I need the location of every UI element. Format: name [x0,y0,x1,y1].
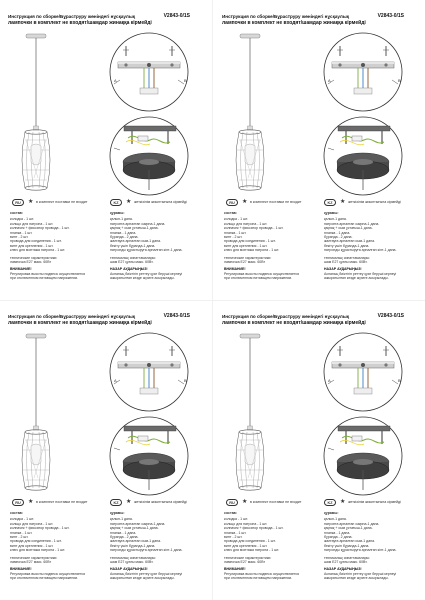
kz-contents-title: құрамы: [324,511,339,515]
star-icon: ★ [28,199,34,205]
kz-warning-line: ажыратылған кезде жүзеге асырылады. [324,276,389,281]
pendant-lamp-illustration [22,34,50,190]
assembly-figure [222,28,422,196]
ru-contents-title: состав: [224,211,237,215]
kz-item: патронды құрастыруға арналған кілт-1 дана. [324,548,397,553]
kz-language-badge: KZ [324,199,336,206]
article-number: V2843-0/1S [377,313,404,319]
kz-item: қалып-1 дана. [324,217,347,222]
kz-contents-column [324,211,420,281]
kz-item: қалып-1 дана. [110,217,133,222]
article-number: V2843-0/1S [163,13,190,19]
detail-ceiling-bracket [324,333,402,411]
ru-item: винт для крепления - 1 шт. [10,543,54,548]
assembly-figure [8,328,208,496]
ru-warning-title: ВНИМАНИЕ! [10,267,32,272]
ru-contents-title: состав: [224,511,237,515]
header-subtitle: лампочки в комплект не входят/шамдар жинаққа кірмейді [8,319,152,326]
fold-line-horizontal [0,300,425,301]
ru-legend-text: в комплект поставки не входит [36,200,88,204]
header-title: Инструкция по сборке/Бұраструру жөніндегі нұсқаулық [222,314,350,319]
kz-specs: шам E27 қуаты макс. 60Вт. [110,260,154,265]
ru-item: провода для соединения - 1 шт. [224,539,276,544]
kz-warning-line: ажыратылған кезде жүзеге асырылады. [110,276,175,281]
card-header [8,14,208,26]
kz-item: жалғауға арналған сым-1 дана. [324,239,375,244]
ru-warning-title: ВНИМАНИЕ! [224,567,246,572]
kz-item: жалғауға арналған сым-1 дана. [110,539,161,544]
kz-language-badge: KZ [324,499,336,506]
detail-canopy-wiring [110,417,188,495]
svg-text:A: A [328,78,331,83]
legend-row [8,198,208,207]
ru-specs: лампочка E27 макс. 60Вт [10,560,52,565]
ru-language-badge: RU [226,199,238,206]
kz-warning-line: Аспаның биіктігін реттеу қуат беруші кернеуі [324,271,397,276]
instruction-card-bottom-left [8,306,208,598]
ru-item: винт для крепления - 1 шт. [224,243,268,248]
detail-canopy-wiring [110,117,188,195]
svg-text:A: A [114,78,117,83]
instruction-card-top-left [8,6,208,298]
ru-item: колодка - 1 шт. [10,217,35,222]
ru-warning-line: Регулировка высоты подвеса осуществляется [10,271,86,276]
ru-item: колпачек + фиксатор провода - 1 шт. [10,226,70,231]
assembly-figure [222,328,422,496]
kz-warning-line: Аспаның биіктігін реттеу қуат беруші кернеуі [110,271,183,276]
ru-item: винт - 2 шт. [224,235,243,240]
svg-text:B: B [184,78,187,83]
legend-row [8,498,208,507]
svg-text:A: A [328,378,331,383]
kz-item: бұранда - 2 дана. [324,235,353,240]
kz-item: планка - 1 дана. [110,230,137,235]
detail-ceiling-bracket [110,333,188,411]
ru-item: провода для соединения - 1 шт. [10,239,62,244]
ru-item: винт для крепления - 1 шт. [224,543,268,548]
header-title: Инструкция по сборке/Бұраструру жөніндегі нұсқаулық [222,14,350,19]
kz-item: бұранда - 2 дана. [110,235,139,240]
star-icon: ★ [28,499,34,505]
kz-item: патронға арналған сақина-1 дана. [324,221,380,226]
kz-specs: шам E27 қуаты макс. 60Вт. [324,560,368,565]
ru-legend-text: в комплект поставки не входит [36,500,88,504]
kz-contents-title: құрамы: [324,211,339,215]
ru-legend-text: в комплект поставки не входит [250,500,302,504]
kz-item: бекіту үшін бұранда-1 дана. [110,243,156,248]
kz-item: қалып-1 дана. [324,517,347,522]
kz-item: бекіту үшін бұранда-1 дана. [110,543,156,548]
ru-warning-title: ВНИМАНИЕ! [224,267,246,272]
kz-item: бұранда - 2 дана. [324,535,353,540]
ru-legend-text: в комплект поставки не входит [250,200,302,204]
ru-item: винт - 2 шт. [10,235,29,240]
pendant-lamp-illustration [236,34,264,190]
ru-specs-title: технические характеристики: [224,555,272,560]
ru-item: винт для крепления - 1 шт. [10,243,54,248]
ru-language-badge: RU [12,199,24,206]
ru-item: кольцо для патрона - 1 шт. [10,521,54,526]
ru-warning-line: Регулировка высоты подвеса осуществляется [10,571,86,576]
kz-contents-column [110,211,206,281]
ru-item: колпачек + фиксатор провода - 1 шт. [10,526,70,531]
detail-canopy-wiring [324,417,402,495]
star-icon: ★ [126,199,132,205]
kz-specs-title: техникалық сипаттамалары: [110,555,157,560]
ru-warning-line: при отключенном питающем напряжении. [224,276,293,281]
ru-item: ключ для монтажа патрона - 1 шт. [10,248,66,253]
ru-warning-line: Регулировка высоты подвеса осуществляется [224,271,300,276]
kz-warning-line: Аспаның биіктігін реттеу қуат беруші кернеуі [324,571,397,576]
ru-item: колпачек + фиксатор провода - 1 шт. [224,526,284,531]
kz-legend-text: жеткізілім жиынтығына кірмейді [134,500,187,504]
kz-specs: шам E27 қуаты макс. 60Вт. [324,260,368,265]
header-title: Инструкция по сборке/Бұраструру жөніндегі нұсқаулық [8,314,136,319]
ru-contents-column [10,211,106,281]
ru-item: колодка - 1 шт. [224,217,249,222]
article-number: V2843-0/1S [377,13,404,19]
detail-ceiling-bracket [110,33,188,111]
star-icon: ★ [242,199,248,205]
kz-contents-column [110,511,206,581]
ru-item: кольцо для патрона - 1 шт. [224,521,268,526]
svg-text:B: B [398,378,401,383]
kz-contents-title: құрамы: [110,211,125,215]
kz-legend-text: жеткізілім жиынтығына кірмейді [134,200,187,204]
ru-contents-column [224,511,320,581]
kz-warning-title: НАЗАР АУДАРЫҢЫЗ! [110,567,148,572]
ru-warning-line: при отключенном питающем напряжении. [224,576,293,581]
ru-item: кольцо для патрона - 1 шт. [224,221,268,226]
header-title: Инструкция по сборке/Бұраструру жөніндегі нұсқаулық [8,14,136,19]
kz-contents-title: құрамы: [110,511,125,515]
kz-legend-text: жеткізілім жиынтығына кірмейді [348,200,401,204]
kz-warning-title: НАЗАР АУДАРЫҢЫЗ! [324,567,362,572]
ru-warning-line: при отключенном питающем напряжении. [10,276,79,281]
kz-item: патронды құрастыруға арналған кілт-1 дана. [110,548,183,553]
ru-item: колодка - 1 шт. [224,517,249,522]
pendant-lamp-illustration [22,334,50,490]
kz-item: қақпақ + сым ұстағыш-1 дана. [110,526,159,531]
ru-item: планка - 1 шт. [10,530,33,535]
kz-item: бекіту үшін бұранда-1 дана. [324,243,370,248]
ru-item: планка - 1 шт. [224,530,247,535]
kz-item: планка - 1 дана. [324,530,351,535]
kz-specs-title: техникалық сипаттамалары: [324,555,371,560]
kz-item: патронға арналған сақина-1 дана. [110,221,166,226]
kz-item: қақпақ + сым ұстағыш-1 дана. [110,226,159,231]
svg-text:A: A [114,378,117,383]
star-icon: ★ [340,499,346,505]
article-number: V2843-0/1S [163,313,190,319]
kz-specs-title: техникалық сипаттамалары: [110,255,157,260]
kz-item: қақпақ + сым ұстағыш-1 дана. [324,526,373,531]
kz-warning-title: НАЗАР АУДАРЫҢЫЗ! [110,267,148,272]
ru-specs-title: технические характеристики: [10,255,58,260]
card-header [222,314,422,326]
kz-warning-line: Аспаның биіктігін реттеу қуат беруші кернеуі [110,571,183,576]
kz-item: патронға арналған сақина-1 дана. [324,521,380,526]
legend-row [222,198,422,207]
svg-text:B: B [184,378,187,383]
instruction-card-top-right [222,6,422,298]
kz-warning-line: ажыратылған кезде жүзеге асырылады. [324,576,389,581]
ru-warning-title: ВНИМАНИЕ! [10,567,32,572]
legend-row [222,498,422,507]
kz-language-badge: KZ [110,499,122,506]
kz-specs: шам E27 қуаты макс. 60Вт. [110,560,154,565]
ru-item: планка - 1 шт. [10,230,33,235]
ru-specs-title: технические характеристики: [10,555,58,560]
ru-warning-line: при отключенном питающем напряжении. [10,576,79,581]
ru-item: кольцо для патрона - 1 шт. [10,221,54,226]
ru-specs: лампочка E27 макс. 60Вт [224,560,266,565]
header-subtitle: лампочки в комплект не входят/шамдар жинаққа кірмейді [8,19,152,26]
ru-item: колодка - 1 шт. [10,517,35,522]
kz-warning-title: НАЗАР АУДАРЫҢЫЗ! [324,267,362,272]
ru-contents-title: состав: [10,511,23,515]
header-subtitle: лампочки в комплект не входят/шамдар жинаққа кірмейді [222,19,366,26]
ru-item: винт - 2 шт. [10,535,29,540]
kz-item: патронды құрастыруға арналған кілт-1 дана. [110,248,183,253]
kz-item: жалғауға арналған сым-1 дана. [324,539,375,544]
star-icon: ★ [242,499,248,505]
svg-text:B: B [398,78,401,83]
detail-ceiling-bracket [324,33,402,111]
ru-contents-title: состав: [10,211,23,215]
star-icon: ★ [340,199,346,205]
ru-specs: лампочка E27 макс. 60Вт [10,260,52,265]
kz-language-badge: KZ [110,199,122,206]
kz-item: қалып-1 дана. [110,517,133,522]
kz-item: қақпақ + сым ұстағыш-1 дана. [324,226,373,231]
ru-item: планка - 1 шт. [224,230,247,235]
kz-specs-title: техникалық сипаттамалары: [324,255,371,260]
kz-legend-text: жеткізілім жиынтығына кірмейді [348,500,401,504]
assembly-figure [8,28,208,196]
ru-specs: лампочка E27 макс. 60Вт [224,260,266,265]
ru-item: ключ для монтажа патрона - 1 шт. [224,548,280,553]
kz-item: бекіту үшін бұранда-1 дана. [324,543,370,548]
kz-warning-line: ажыратылған кезде жүзеге асырылады. [110,576,175,581]
header-subtitle: лампочки в комплект не входят/шамдар жинаққа кірмейді [222,319,366,326]
ru-item: ключ для монтажа патрона - 1 шт. [224,248,280,253]
pendant-lamp-illustration [236,334,264,490]
ru-item: колпачек + фиксатор провода - 1 шт. [224,226,284,231]
instruction-card-bottom-right [222,306,422,598]
ru-contents-column [224,211,320,281]
ru-language-badge: RU [12,499,24,506]
detail-canopy-wiring [324,117,402,195]
ru-item: провода для соединения - 1 шт. [224,239,276,244]
card-header [8,314,208,326]
ru-item: ключ для монтажа патрона - 1 шт. [10,548,66,553]
kz-item: планка - 1 дана. [324,230,351,235]
ru-item: провода для соединения - 1 шт. [10,539,62,544]
ru-item: винт - 2 шт. [224,535,243,540]
card-header [222,14,422,26]
kz-item: жалғауға арналған сым-1 дана. [110,239,161,244]
kz-item: бұранда - 2 дана. [110,535,139,540]
star-icon: ★ [126,499,132,505]
ru-language-badge: RU [226,499,238,506]
ru-warning-line: Регулировка высоты подвеса осуществляется [224,571,300,576]
ru-specs-title: технические характеристики: [224,255,272,260]
kz-item: планка - 1 дана. [110,530,137,535]
ru-contents-column [10,511,106,581]
kz-item: патронды құрастыруға арналған кілт-1 дана. [324,248,397,253]
kz-item: патронға арналған сақина-1 дана. [110,521,166,526]
kz-contents-column [324,511,420,581]
